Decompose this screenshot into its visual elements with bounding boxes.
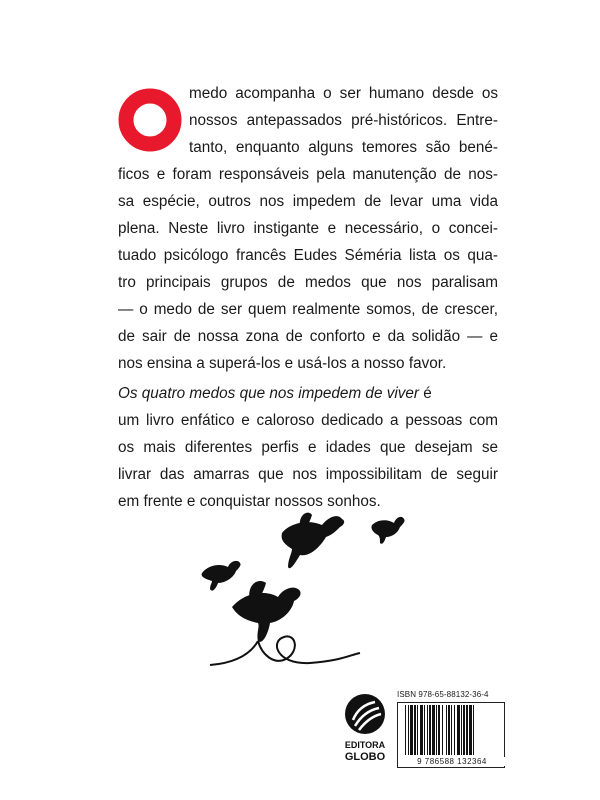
barcode-bar xyxy=(438,705,440,755)
barcode-bar xyxy=(417,705,418,755)
paragraph-1-line: — o medo de ser quem realmente somos, de crescer, xyxy=(118,301,498,318)
publisher-line-2: GLOBO xyxy=(344,751,386,763)
barcode-bar xyxy=(446,705,447,755)
bird-icon xyxy=(202,561,241,591)
barcode-bar xyxy=(442,705,443,755)
barcode-bar xyxy=(424,705,425,755)
barcode-bar xyxy=(436,705,437,755)
paragraph-1-line: medo acompanha o ser humano desde os xyxy=(189,85,498,102)
barcode-digits: 9 786588 132364 xyxy=(398,757,506,766)
barcode-bar xyxy=(429,705,431,755)
paragraph-1-line: sa espécie, outros nos impedem de levar uma vida xyxy=(118,193,498,210)
barcode-bar xyxy=(463,705,465,755)
barcode-bar xyxy=(420,705,423,755)
globo-logo-icon xyxy=(335,690,395,775)
isbn-label: ISBN 978-65-88132-36-4 xyxy=(397,690,489,699)
barcode-area xyxy=(397,690,507,770)
paragraph-1-line: tanto, enquanto alguns temores são bené- xyxy=(189,139,498,156)
paragraph-1-line: de sair de nossa zona de conforto e da solidão — e xyxy=(118,328,498,345)
paragraph-1-line: ficos e foram responsáveis pela manutenção de nos- xyxy=(118,166,498,183)
barcode-bar xyxy=(427,705,428,755)
paragraph-1-line: nossos antepassados pré-históricos. Entre- xyxy=(189,112,498,129)
barcode-bar xyxy=(448,705,450,755)
paragraph-1-line: plena. Neste livro instigante e necessário, o concei- xyxy=(118,220,498,237)
barcode xyxy=(397,702,505,768)
book-title-italic: Os quatro medos que nos impedem de viver xyxy=(118,385,419,402)
string-tail xyxy=(210,641,258,665)
publisher-line-1: EDITORA xyxy=(344,740,386,750)
paragraph-2-line: um livro enfático e caloroso dedicado a pessoas com xyxy=(118,412,498,429)
barcode-bars xyxy=(399,705,505,757)
bird-icon xyxy=(371,517,404,544)
barcode-bar xyxy=(405,705,406,755)
paragraph-1-line: tro principais grupos de medos que nos paralisam xyxy=(118,274,498,291)
barcode-bar xyxy=(410,705,413,755)
paragraph-2-first-line-rest: é xyxy=(419,385,432,402)
barcode-bar xyxy=(457,705,460,755)
dropcap-o xyxy=(118,88,182,152)
string-line xyxy=(258,636,360,663)
barcode-bar xyxy=(461,705,462,755)
paragraph-2-line: os mais diferentes perfis e idades que desejam se xyxy=(118,439,498,456)
barcode-bar xyxy=(466,705,468,755)
paragraph-2-line: em frente e conquistar nossos sonhos. xyxy=(118,493,381,510)
barcode-bar xyxy=(408,705,409,755)
barcode-bar xyxy=(473,705,474,755)
editora-globo-logo xyxy=(335,690,395,775)
barcode-bar xyxy=(432,705,435,755)
barcode-bar xyxy=(469,705,472,755)
paragraph-2-line: livrar das amarras que nos impossibilitam de seguir xyxy=(118,466,498,483)
barcode-bar xyxy=(454,705,455,755)
barcode-bar xyxy=(414,705,416,755)
paragraph-1-line: nos ensina a superá-los e usá-los a nosso favor. xyxy=(118,355,447,372)
barcode-bar xyxy=(451,705,452,755)
birds-illustration xyxy=(150,505,430,690)
paragraph-2-first-line xyxy=(118,380,498,407)
bird-icon xyxy=(282,513,345,569)
paragraph-1-line: tuado psicólogo francês Eudes Séméria lista os qua- xyxy=(118,247,498,264)
blurb-text xyxy=(118,80,498,515)
paragraph-2 xyxy=(118,380,498,515)
bird-icon xyxy=(232,581,301,642)
